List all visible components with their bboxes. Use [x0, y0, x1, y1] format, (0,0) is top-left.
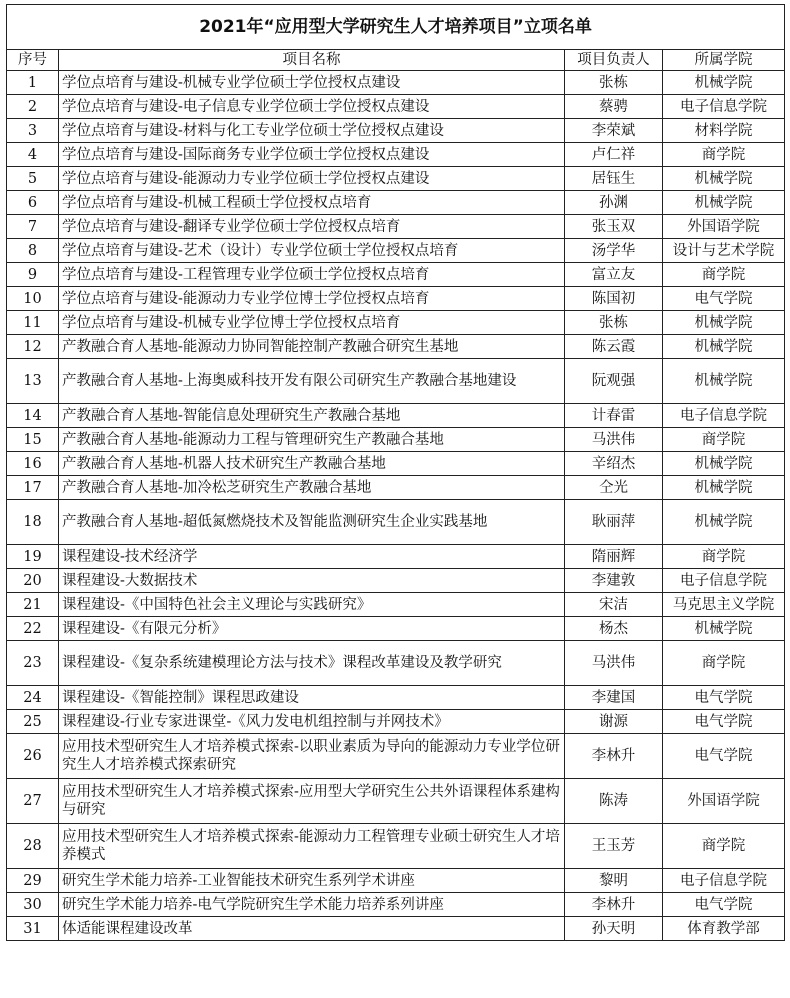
project-leader: 王玉芳: [565, 824, 663, 869]
project-name: 应用技术型研究生人才培养模式探索-以职业素质为导向的能源动力专业学位研究生人才培养模式探索研究: [59, 734, 565, 779]
row-number: 12: [7, 335, 59, 359]
school-name: 商学院: [663, 428, 785, 452]
school-name: 机械学院: [663, 167, 785, 191]
project-leader: 辛绍杰: [565, 452, 663, 476]
project-leader: 李林升: [565, 893, 663, 917]
project-leader: 卢仁祥: [565, 143, 663, 167]
row-number: 24: [7, 686, 59, 710]
school-name: 外国语学院: [663, 215, 785, 239]
project-name: 产教融合育人基地-超低氮燃烧技术及智能监测研究生企业实践基地: [59, 500, 565, 545]
table-row: [7, 239, 785, 263]
project-name: 学位点培育与建设-机械专业学位硕士学位授权点建设: [59, 71, 565, 95]
row-number: 19: [7, 545, 59, 569]
table-row: [7, 710, 785, 734]
school-name: 外国语学院: [663, 779, 785, 824]
row-number: 27: [7, 779, 59, 824]
table-row: [7, 263, 785, 287]
row-number: 30: [7, 893, 59, 917]
header-leader: 项目负责人: [565, 50, 663, 71]
row-number: 16: [7, 452, 59, 476]
school-name: 电子信息学院: [663, 95, 785, 119]
table-row: [7, 71, 785, 95]
project-name: 产教融合育人基地-加冷松芝研究生产教融合基地: [59, 476, 565, 500]
project-name: 学位点培育与建设-能源动力专业学位硕士学位授权点建设: [59, 167, 565, 191]
table-row: [7, 824, 785, 869]
table-row: [7, 452, 785, 476]
row-number: 11: [7, 311, 59, 335]
table-row: [7, 893, 785, 917]
project-name: 学位点培育与建设-材料与化工专业学位硕士学位授权点建设: [59, 119, 565, 143]
table-row: [7, 545, 785, 569]
project-name: 课程建设-大数据技术: [59, 569, 565, 593]
school-name: 机械学院: [663, 359, 785, 404]
table-row: [7, 869, 785, 893]
project-leader: 阮观强: [565, 359, 663, 404]
table-row: [7, 428, 785, 452]
project-leader: 李建国: [565, 686, 663, 710]
school-name: 机械学院: [663, 452, 785, 476]
row-number: 2: [7, 95, 59, 119]
row-number: 7: [7, 215, 59, 239]
project-leader: 孙天明: [565, 917, 663, 941]
project-name: 产教融合育人基地-能源动力协同智能控制产教融合研究生基地: [59, 335, 565, 359]
project-name: 课程建设-《有限元分析》: [59, 617, 565, 641]
table-row: [7, 686, 785, 710]
school-name: 机械学院: [663, 71, 785, 95]
project-leader: 耿丽萍: [565, 500, 663, 545]
table-row: [7, 734, 785, 779]
table-row: [7, 593, 785, 617]
project-name: 体适能课程建设改革: [59, 917, 565, 941]
project-name: 应用技术型研究生人才培养模式探索-能源动力工程管理专业硕士研究生人才培养模式: [59, 824, 565, 869]
project-name: 研究生学术能力培养-工业智能技术研究生系列学术讲座: [59, 869, 565, 893]
project-name: 学位点培育与建设-翻译专业学位硕士学位授权点培育: [59, 215, 565, 239]
row-number: 14: [7, 404, 59, 428]
header-school: 所属学院: [663, 50, 785, 71]
project-leader: 宋洁: [565, 593, 663, 617]
project-name: 课程建设-《智能控制》课程思政建设: [59, 686, 565, 710]
project-name: 产教融合育人基地-上海奥威科技开发有限公司研究生产教融合基地建设: [59, 359, 565, 404]
row-number: 15: [7, 428, 59, 452]
header-name: 项目名称: [59, 50, 565, 71]
school-name: 电气学院: [663, 893, 785, 917]
project-leader: 张玉双: [565, 215, 663, 239]
project-leader: 谢源: [565, 710, 663, 734]
school-name: 电子信息学院: [663, 569, 785, 593]
row-number: 23: [7, 641, 59, 686]
project-name: 课程建设-《中国特色社会主义理论与实践研究》: [59, 593, 565, 617]
table-row: [7, 119, 785, 143]
school-name: 商学院: [663, 143, 785, 167]
school-name: 电子信息学院: [663, 869, 785, 893]
school-name: 机械学院: [663, 617, 785, 641]
table-row: [7, 476, 785, 500]
school-name: 体育教学部: [663, 917, 785, 941]
table-row: [7, 191, 785, 215]
project-leader: 汤学华: [565, 239, 663, 263]
project-leader: 李荣斌: [565, 119, 663, 143]
project-table: [6, 4, 785, 941]
table-row: [7, 143, 785, 167]
table-row: [7, 404, 785, 428]
school-name: 机械学院: [663, 476, 785, 500]
project-name: 学位点培育与建设-机械工程硕士学位授权点培育: [59, 191, 565, 215]
table-row: [7, 335, 785, 359]
school-name: 机械学院: [663, 311, 785, 335]
school-name: 马克思主义学院: [663, 593, 785, 617]
row-number: 31: [7, 917, 59, 941]
school-name: 电气学院: [663, 287, 785, 311]
project-leader: 陈国初: [565, 287, 663, 311]
school-name: 材料学院: [663, 119, 785, 143]
project-leader: 杨杰: [565, 617, 663, 641]
row-number: 3: [7, 119, 59, 143]
school-name: 设计与艺术学院: [663, 239, 785, 263]
project-name: 产教融合育人基地-机器人技术研究生产教融合基地: [59, 452, 565, 476]
project-name: 学位点培育与建设-电子信息专业学位硕士学位授权点建设: [59, 95, 565, 119]
project-leader: 蔡骋: [565, 95, 663, 119]
project-leader: 张栋: [565, 71, 663, 95]
project-leader: 计春雷: [565, 404, 663, 428]
school-name: 机械学院: [663, 335, 785, 359]
project-name: 学位点培育与建设-机械专业学位博士学位授权点培育: [59, 311, 565, 335]
table-row: [7, 359, 785, 404]
project-leader: 隋丽辉: [565, 545, 663, 569]
project-leader: 李林升: [565, 734, 663, 779]
row-number: 25: [7, 710, 59, 734]
school-name: 机械学院: [663, 500, 785, 545]
project-name: 应用技术型研究生人才培养模式探索-应用型大学研究生公共外语课程体系建构与研究: [59, 779, 565, 824]
row-number: 5: [7, 167, 59, 191]
table-row: [7, 641, 785, 686]
school-name: 机械学院: [663, 191, 785, 215]
project-name: 课程建设-技术经济学: [59, 545, 565, 569]
project-name: 产教融合育人基地-能源动力工程与管理研究生产教融合基地: [59, 428, 565, 452]
document-page: [6, 4, 784, 941]
project-name: 产教融合育人基地-智能信息处理研究生产教融合基地: [59, 404, 565, 428]
row-number: 4: [7, 143, 59, 167]
project-name: 学位点培育与建设-国际商务专业学位硕士学位授权点建设: [59, 143, 565, 167]
school-name: 商学院: [663, 824, 785, 869]
row-number: 1: [7, 71, 59, 95]
project-leader: 李建敦: [565, 569, 663, 593]
table-row: [7, 500, 785, 545]
project-leader: 马洪伟: [565, 428, 663, 452]
project-leader: 陈云霞: [565, 335, 663, 359]
table-row: [7, 215, 785, 239]
row-number: 28: [7, 824, 59, 869]
project-leader: 居钰生: [565, 167, 663, 191]
row-number: 26: [7, 734, 59, 779]
project-leader: 富立友: [565, 263, 663, 287]
project-name: 研究生学术能力培养-电气学院研究生学术能力培养系列讲座: [59, 893, 565, 917]
school-name: 电气学院: [663, 734, 785, 779]
table-row: [7, 287, 785, 311]
row-number: 22: [7, 617, 59, 641]
row-number: 17: [7, 476, 59, 500]
school-name: 电气学院: [663, 686, 785, 710]
row-number: 13: [7, 359, 59, 404]
table-row: [7, 617, 785, 641]
row-number: 18: [7, 500, 59, 545]
project-name: 学位点培育与建设-工程管理专业学位硕士学位授权点培育: [59, 263, 565, 287]
project-name: 学位点培育与建设-能源动力专业学位博士学位授权点培育: [59, 287, 565, 311]
row-number: 9: [7, 263, 59, 287]
row-number: 29: [7, 869, 59, 893]
table-row: [7, 95, 785, 119]
school-name: 商学院: [663, 263, 785, 287]
row-number: 20: [7, 569, 59, 593]
school-name: 电子信息学院: [663, 404, 785, 428]
project-name: 课程建设-行业专家进课堂-《风力发电机组控制与并网技术》: [59, 710, 565, 734]
school-name: 商学院: [663, 641, 785, 686]
project-name: 课程建设-《复杂系统建模理论方法与技术》课程改革建设及教学研究: [59, 641, 565, 686]
header-no: 序号: [7, 50, 59, 71]
table-row: [7, 779, 785, 824]
project-leader: 孙渊: [565, 191, 663, 215]
table-row: [7, 569, 785, 593]
table-row: [7, 917, 785, 941]
table-row: [7, 311, 785, 335]
school-name: 电气学院: [663, 710, 785, 734]
school-name: 商学院: [663, 545, 785, 569]
project-leader: 仝光: [565, 476, 663, 500]
project-leader: 黎明: [565, 869, 663, 893]
project-leader: 张栋: [565, 311, 663, 335]
project-name: 学位点培育与建设-艺术（设计）专业学位硕士学位授权点培育: [59, 239, 565, 263]
table-row: [7, 167, 785, 191]
row-number: 10: [7, 287, 59, 311]
project-leader: 马洪伟: [565, 641, 663, 686]
row-number: 21: [7, 593, 59, 617]
project-leader: 陈涛: [565, 779, 663, 824]
table-title: 2021年“应用型大学研究生人才培养项目”立项名单: [7, 5, 785, 50]
header-row: [7, 50, 785, 71]
row-number: 6: [7, 191, 59, 215]
row-number: 8: [7, 239, 59, 263]
